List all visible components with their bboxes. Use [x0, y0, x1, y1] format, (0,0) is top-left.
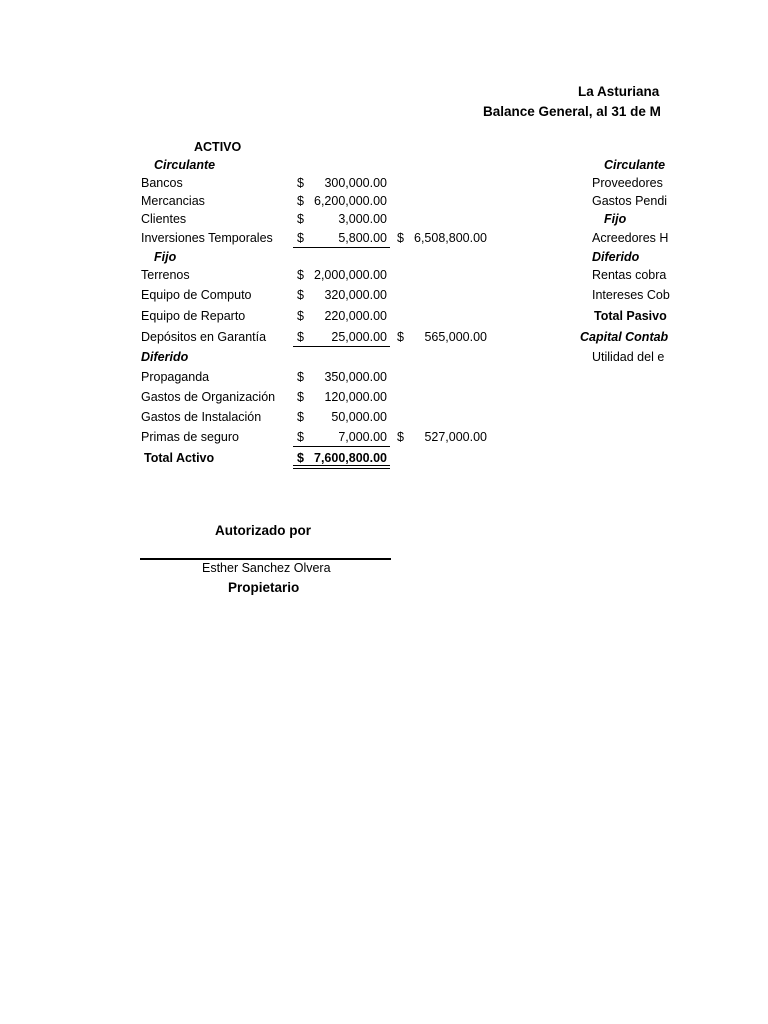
pasivo-diferido-label: Diferido	[592, 250, 640, 264]
row-label: Bancos	[141, 176, 183, 190]
pasivo-row-label: Rentas cobra	[592, 268, 667, 282]
row-amount: 320,000.00	[324, 288, 387, 302]
subtotal-currency-sign: $	[397, 430, 404, 444]
capital-contable-label: Capital Contab	[580, 330, 669, 344]
pasivo-circulante-label: Circulante	[604, 158, 666, 172]
row-label: Primas de seguro	[141, 430, 239, 444]
activo-fijo-label: Fijo	[154, 250, 177, 264]
authorized-by-label: Autorizado por	[215, 523, 311, 538]
currency-sign: $	[297, 370, 304, 384]
activo-diferido-label: Diferido	[141, 350, 189, 364]
row-amount: 50,000.00	[331, 410, 387, 424]
row-amount: 5,800.00	[338, 231, 387, 245]
activo-circulante-label: Circulante	[154, 158, 216, 172]
row-label: Depósitos en Garantía	[141, 330, 267, 344]
pasivo-row-label: Gastos Pendi	[592, 194, 668, 208]
row-amount: 2,000,000.00	[314, 268, 387, 282]
currency-sign: $	[297, 430, 304, 444]
circulante-subtotal: 6,508,800.00	[414, 231, 487, 245]
row-amount: 120,000.00	[324, 390, 387, 404]
row-amount: 300,000.00	[324, 176, 387, 190]
row-label: Equipo de Reparto	[141, 309, 246, 323]
currency-sign: $	[297, 176, 304, 190]
total-activo-label: Total Activo	[144, 451, 215, 465]
total-activo-amount: 7,600,800.00	[314, 451, 387, 465]
currency-sign: $	[297, 212, 304, 226]
activo-heading: ACTIVO	[194, 140, 242, 154]
row-label: Clientes	[141, 212, 187, 226]
pasivo-row-label: Proveedores	[592, 176, 663, 190]
currency-sign: $	[297, 309, 304, 323]
total-currency-sign: $	[297, 451, 304, 465]
pasivo-row-label: Intereses Cob	[592, 288, 670, 302]
row-amount: 350,000.00	[324, 370, 387, 384]
utilidad-label: Utilidad del e	[592, 350, 665, 364]
row-label: Gastos de Instalación	[141, 410, 262, 424]
company-name: La Asturiana	[578, 84, 660, 99]
statement-title: Balance General, al 31 de M	[483, 104, 661, 119]
row-amount: 220,000.00	[324, 309, 387, 323]
double-underline	[293, 465, 390, 469]
row-amount: 7,000.00	[338, 430, 387, 444]
row-label: Gastos de Organización	[141, 390, 276, 404]
row-label: Inversiones Temporales	[141, 231, 273, 245]
diferido-subtotal: 527,000.00	[424, 430, 487, 444]
row-amount: 3,000.00	[338, 212, 387, 226]
underline	[293, 247, 390, 248]
subtotal-currency-sign: $	[397, 330, 404, 344]
currency-sign: $	[297, 390, 304, 404]
pasivo-row-label: Acreedores H	[592, 231, 669, 245]
currency-sign: $	[297, 268, 304, 282]
signer-name: Esther Sanchez Olvera	[202, 561, 331, 575]
currency-sign: $	[297, 330, 304, 344]
row-amount: 25,000.00	[331, 330, 387, 344]
row-label: Terrenos	[141, 268, 190, 282]
underline	[293, 346, 390, 347]
subtotal-currency-sign: $	[397, 231, 404, 245]
currency-sign: $	[297, 194, 304, 208]
underline	[293, 446, 390, 447]
signer-role: Propietario	[228, 580, 300, 595]
currency-sign: $	[297, 231, 304, 245]
row-amount: 6,200,000.00	[314, 194, 387, 208]
currency-sign: $	[297, 410, 304, 424]
total-pasivo-label: Total Pasivo	[594, 309, 667, 323]
row-label: Equipo de Computo	[141, 288, 252, 302]
fijo-subtotal: 565,000.00	[424, 330, 487, 344]
row-label: Propaganda	[141, 370, 210, 384]
pasivo-fijo-label: Fijo	[604, 212, 627, 226]
signature-line	[140, 558, 391, 560]
currency-sign: $	[297, 288, 304, 302]
row-label: Mercancias	[141, 194, 205, 208]
